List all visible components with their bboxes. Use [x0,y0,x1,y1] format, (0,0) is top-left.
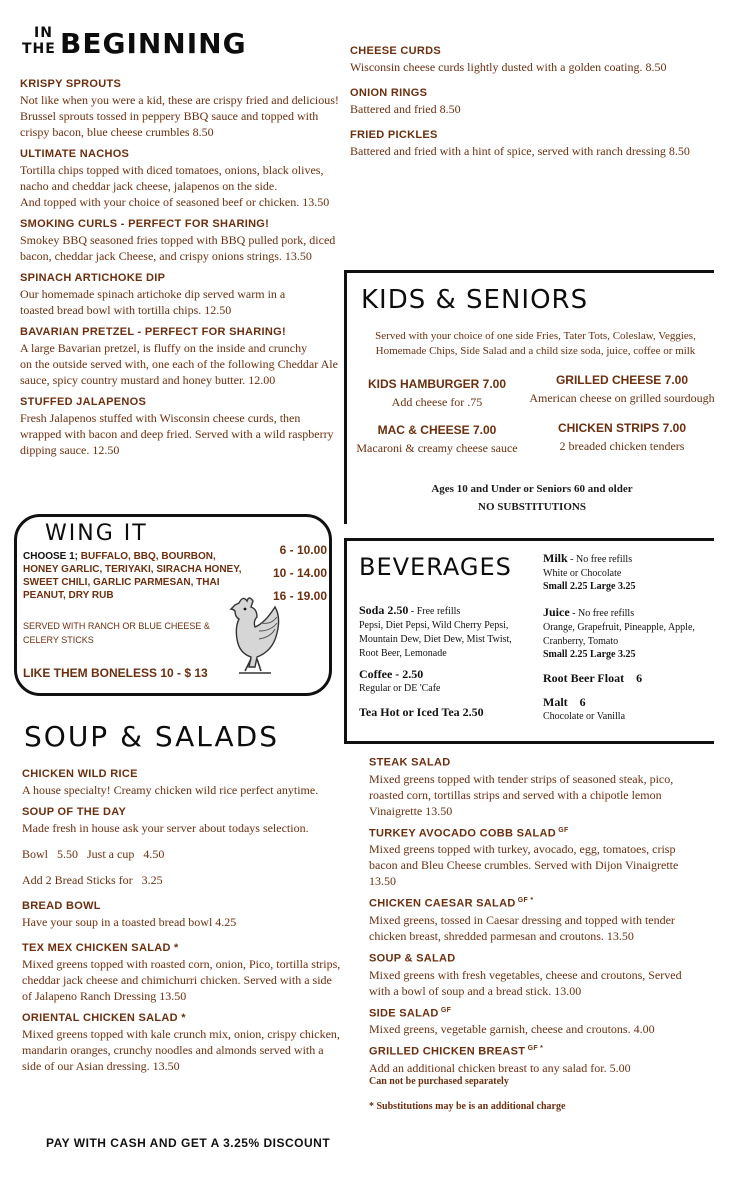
item-desc: Not like when you were a kid, these are crispy fried and delicious! Brussel sprouts tossed in peppery BBQ sauce and topped with crispy bacon, blue cheese crumbles 8.50 [20,93,339,139]
item-desc: Battered and fried 8.50 [350,102,461,116]
beginning-right-list [350,45,710,167]
float-name: Root Beer Float 6 [543,671,643,685]
item-desc: Mixed greens with fresh vegetables, cheese and croutons, Served with a bowl of soup and a bread stick. 13.00 [369,967,682,998]
item-desc: Add an additional chicken breast to any salad for. 5.00 [369,1060,631,1075]
wing-flavors [23,550,251,602]
kids-item [347,377,527,410]
kids-item [347,423,527,456]
tea-block [359,705,529,720]
item-name-text: CHICKEN CAESAR SALAD [369,897,516,910]
item-desc: Fresh Jalapenos stuffed with Wisconsin cheese curds, then wrapped with bacon and deep fried. Served with a wild raspberry dipping sauce. 12.50 [20,411,334,457]
soda-sub: - Free refills [408,606,461,617]
not-purchased-note: Can not be purchased separately [369,1075,509,1087]
item-name [369,1045,699,1058]
milk-block [543,549,713,592]
menu-item [22,900,342,930]
item-name: CHEESE CURDS [350,45,442,57]
item-desc: Made fresh in house ask your server about todays selection. [22,821,309,835]
item-name: SMOKING CURLS - PERFECT FOR SHARING! [20,218,270,230]
menu-item [20,326,340,388]
wing-price: 16 - 19.00 [272,589,327,603]
soup-heading: SOUP & SALADS [24,720,280,753]
wing-box [14,514,332,696]
soup-left-list [22,768,342,1082]
item-name-text: SIDE SALAD [369,1007,439,1020]
menu-item [350,129,710,159]
menu-item [20,218,340,264]
juice-desc: Orange, Grapefruit, Pineapple, Apple, Cranberry, Tomato [543,622,695,647]
milk-name: Milk [543,551,568,565]
coffee-desc: Regular or DE 'Cafe [359,683,441,694]
heading-in: IN [34,25,53,41]
menu-item [22,768,342,798]
item-desc: Wisconsin cheese curds lightly dusted with a golden coating. 8.50 [350,60,667,74]
item-name: BREAD BOWL [22,900,101,912]
beginning-list [20,78,340,466]
heading-the: THE [22,41,56,57]
menu-item [20,78,340,140]
juice-block [543,603,713,660]
choose-label: CHOOSE 1; [23,551,79,562]
item-name [369,952,699,965]
beginning-heading [22,26,282,70]
kids-item-desc: Add cheese for .75 [391,395,483,409]
bowl-cup-prices: Bowl 5.50 Just a cup 4.50 [22,847,165,861]
substitutions-note: * Substitutions may be is an additional charge [369,1100,566,1112]
wing-heading: WING IT [45,521,148,546]
juice-name: Juice [543,605,570,619]
kids-item-name: KIDS HAMBURGER 7.00 [367,377,507,391]
kids-age-note: Ages 10 and Under or Seniors 60 and older [431,483,633,495]
item-desc: Tortilla chips topped with diced tomatoes, onions, black olives, nacho and cheddar jack cheese, jalapenos on the side. And topped with your choice of seasoned beef or chicken. 13.50 [20,163,330,209]
item-desc: Mixed greens topped with tender strips of seasoned steak, pico, roasted corn, tortillas strips and served with a chipotle lemon Vinaigrette 13.50 [369,771,674,818]
item-desc: A house specialty! Creamy chicken wild rice perfect anytime. [22,783,319,797]
beverages-heading: BEVERAGES [359,553,512,581]
menu-item [20,148,340,210]
malt-name: Malt 6 [543,695,586,709]
item-name-text: STEAK SALAD [369,756,451,769]
item-tag: GF [438,1006,452,1014]
item-desc: Have your soup in a toasted bread bowl 4.25 [22,915,237,929]
item-name [369,756,699,769]
menu-item [22,942,342,1004]
item-name [369,897,699,910]
soda-block [359,601,529,661]
item-tag: GF [555,826,569,834]
item-name-text: GRILLED CHICKEN BREAST [369,1045,526,1058]
menu-item [22,806,342,836]
tea-name: Tea Hot or Iced Tea 2.50 [359,705,484,719]
item-desc: Our homemade spinach artichoke dip served warm in a toasted bread bowl with tortilla chips. 12.50 [20,287,286,317]
flavor-list: BUFFALO, BBQ, BOURBON, HONEY GARLIC, TERIYAKI, SIRACHA HONEY, SWEET CHILI, GARLIC PARMESAN, THAI PEANUT, DRY RUB [23,551,242,601]
malt-desc: Chocolate or Vanilla [543,711,626,722]
item-name: ULTIMATE NACHOS [20,148,130,160]
float-block [543,671,713,686]
item-name-text: TURKEY AVOCADO COBB SALAD [369,827,556,840]
item-name: BAVARIAN PRETZEL - PERFECT FOR SHARING! [20,326,286,338]
item-name-text: SOUP & SALAD [369,952,456,965]
item-name [369,827,699,840]
item-name: STUFFED JALAPENOS [20,396,147,408]
menu-item [369,756,699,819]
menu-item [350,45,710,75]
item-desc: A large Bavarian pretzel, is fluffy on the inside and crunchy on the outside served with, one each of the following Cheddar Ale sauce, spicy country mustard and honey butter. 12.00 [20,341,338,387]
kids-item-name: MAC & CHEESE 7.00 [377,423,497,437]
wing-boneless: LIKE THEM BONELESS 10 - $ 13 [23,666,208,680]
item-name [369,1007,699,1020]
milk-sub: - No free refills [567,554,633,565]
cash-discount-footer: PAY WITH CASH AND GET A 3.25% DISCOUNT [46,1136,331,1150]
item-name: SPINACH ARTICHOKE DIP [20,272,166,284]
breadsticks-price: Add 2 Bread Sticks for 3.25 [22,873,163,887]
item-name: ORIENTAL CHICKEN SALAD * [22,1012,186,1024]
item-desc: Smokey BBQ seasoned fries topped with BBQ pulled pork, diced bacon, cheddar jack Cheese, and crispy onions strings. 13.50 [20,233,336,263]
menu-item [350,87,710,117]
item-desc: Mixed greens topped with kale crunch mix, onion, crispy chicken, mandarin oranges, crunchy noodles and almonds served with a side of our Asian dressing. 13.50 [22,1027,340,1073]
item-desc: Mixed greens topped with roasted corn, onion, Pico, tortilla strips, cheddar jack cheese and chimichurri chicken. Served with a side of Jalapeno Ranch Dressing 13.50 [22,957,341,1003]
item-name: TEX MEX CHICKEN SALAD * [22,942,179,954]
kids-item-desc: American cheese on grilled sourdough [529,391,715,405]
kids-heading: KIDS & SENIORS [361,285,589,315]
item-name: CHICKEN WILD RICE [22,768,138,780]
item-desc: Mixed greens topped with turkey, avocado, egg, tomatoes, crisp bacon and Bleu Cheese crumbles. Served with Dijon Vinaigrette 13.50 [369,842,679,889]
item-name: ONION RINGS [350,87,428,99]
kids-item-name: GRILLED CHEESE 7.00 [555,373,689,387]
item-desc: Mixed greens, vegetable garnish, cheese and croutons. 4.00 [369,1022,655,1037]
coffee-name: Coffee - 2.50 [359,667,424,681]
coffee-block [359,667,529,696]
kids-item [527,421,717,454]
item-name: SOUP OF THE DAY [22,806,127,818]
kids-item-desc: 2 breaded chicken tenders [559,439,685,453]
kids-intro: Served with your choice of one side Fries, Tater Tots, Coleslaw, Veggies, Homemade Chips, Side Salad and a child size soda, juice, coffee or milk [375,330,696,357]
item-tag: GF * [525,1045,544,1053]
item-tag: GF * [515,897,534,905]
item-name: KRISPY SPROUTS [20,78,122,90]
item-name: FRIED PICKLES [350,129,438,141]
juice-sub: - No free refills [569,608,635,619]
soda-desc: Pepsi, Diet Pepsi, Wild Cherry Pepsi, Mountain Dew, Diet Dew, Mist Twist, Root Beer, Lemonade [359,620,512,659]
wing-price: 6 - 10.00 [279,543,327,557]
juice-price: Small 2.25 Large 3.25 [543,649,636,660]
menu-item [20,272,340,318]
soda-name: Soda 2.50 [359,603,409,617]
rooster-icon [225,593,289,677]
soup-right-list [369,756,699,1112]
wing-served: SERVED WITH RANCH OR BLUE CHEESE & CELERY STICKS [23,621,210,645]
milk-price: Small 2.25 Large 3.25 [543,581,636,592]
menu-item [22,1012,342,1074]
kids-no-subs: NO SUBSTITUTIONS [478,501,586,513]
beverages-box [344,538,714,744]
kids-item [527,373,717,406]
menu-item [369,1007,699,1038]
kids-box [344,270,714,524]
kids-item-name: CHICKEN STRIPS 7.00 [557,421,687,435]
menu-item [369,897,699,944]
menu-item [369,1045,699,1087]
menu-item [369,827,699,890]
menu-item [20,396,340,458]
malt-block [543,695,713,724]
item-desc: Mixed greens, tossed in Caesar dressing and topped with tender chicken breast, shredded parmesan and croutons. 13.50 [369,912,675,943]
kids-item-desc: Macaroni & creamy cheese sauce [356,441,518,455]
wing-price: 10 - 14.00 [272,566,327,580]
milk-desc: White or Chocolate [543,568,622,579]
menu-item [369,952,699,999]
heading-beginning: BEGINNING [60,27,247,60]
item-desc: Battered and fried with a hint of spice, served with ranch dressing 8.50 [350,144,690,158]
